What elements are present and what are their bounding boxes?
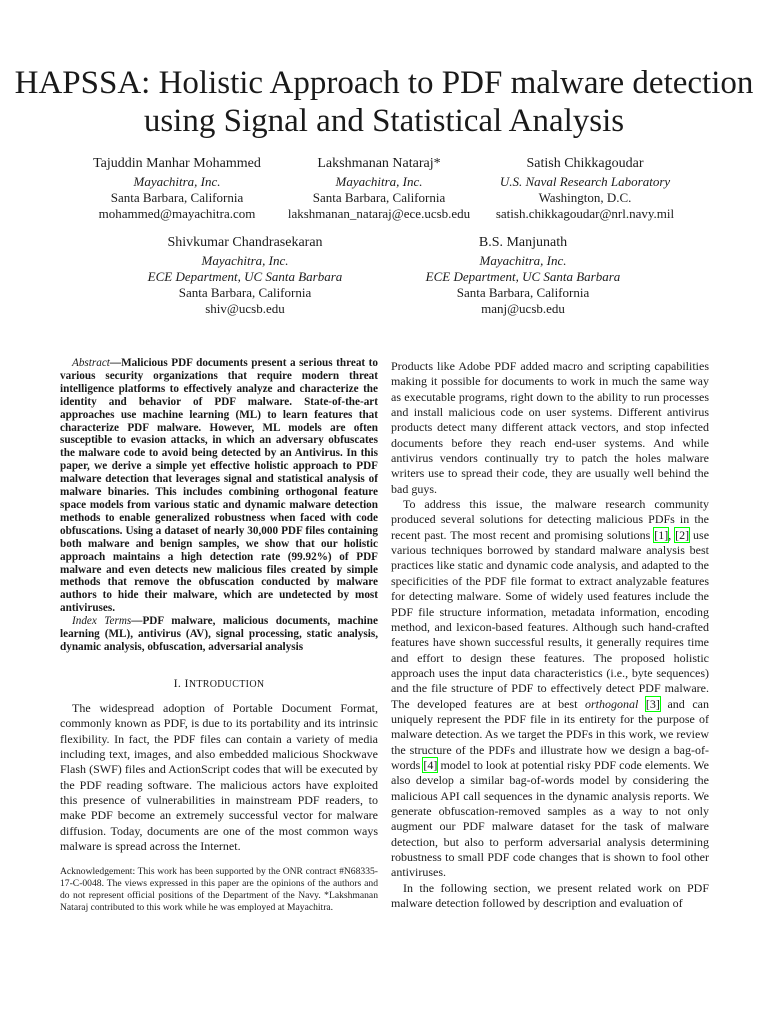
citation-link[interactable]: [3] bbox=[645, 696, 660, 711]
abstract-label: Abstract bbox=[72, 357, 110, 369]
author-affiliation: Mayachitra, Inc. bbox=[133, 174, 221, 189]
abstract-text: —Malicious PDF documents present a serious threat to various security organizations that require modern threat intelligence platforms to effectively analyze and characterize the identity and behavior of PDF malware. State-of-the-art approaches use machine learning (ML) to learn features that characterize PDF malware. However, ML models are often susceptible to evasion attacks, in which an adversary obfuscates the malware code to avoid being detected by an Antivirus. In this paper, we derive a simple yet effective holistic approach to PDF malware detection that leverages signal and statistical analysis of malware binaries. This includes combining orthogonal feature space models from various static and dynamic malware detection methods to enable generalized robustness when faced with code obfuscations. Using a dataset of nearly 30,000 PDF files containing both malware and benign samples, we show that our holistic approach maintains a high detection rate (99.92%) of PDF malware and even detects new malicious files created by simple methods that remove the obfuscation conducted by malware authors to hide their malware, which are undetected by most antiviruses. bbox=[60, 357, 378, 615]
author-5 bbox=[403, 233, 643, 317]
author-affiliation-2: ECE Department, UC Santa Barbara bbox=[425, 269, 621, 284]
author-email: mohammed@mayachitra.com bbox=[98, 206, 256, 221]
citation-link[interactable]: [2] bbox=[675, 527, 690, 542]
text-run: use various techniques borrowed by standard malware analysis best practices like static and dynamic code analysis, and adapted to the specificities of the PDF file format to extract analyzable features for detecting malware. Some of widely used features include the PDF file structure information, metadata information, encoding method, and lexicon-based features. Although such hand-crafted features have shown successful results, it generally requires time and effort to design these features. The proposed holistic approach uses the input data characteristics (i.e., byte sequences) and the file structure of PDF to effectively detect PDF malware. The developed features are at best bbox=[391, 527, 710, 711]
author-email: manj@ucsb.edu bbox=[481, 301, 565, 316]
author-name: Lakshmanan Nataraj* bbox=[317, 156, 441, 171]
author-name: Shivkumar Chandrasekaran bbox=[167, 235, 323, 250]
author-name: Tajuddin Manhar Mohammed bbox=[93, 156, 261, 171]
intro-paragraph bbox=[60, 701, 378, 854]
author-location: Santa Barbara, California bbox=[456, 285, 590, 300]
section-title-initial: I bbox=[184, 676, 189, 690]
abstract bbox=[60, 357, 378, 615]
author-location: Washington, D.C. bbox=[538, 190, 632, 205]
author-location: Santa Barbara, California bbox=[178, 285, 312, 300]
index-terms-text: —PDF malware, malicious documents, machine learning (ML), antivirus (AV), signal processing, static analysis, dynamic analysis, obfuscation, adversarial analysis bbox=[60, 615, 378, 653]
section-heading bbox=[60, 676, 378, 692]
text-run: , bbox=[668, 527, 676, 542]
author-email: lakshmanan_nataraj@ece.ucsb.edu bbox=[287, 206, 471, 221]
author-4 bbox=[125, 233, 365, 317]
index-terms bbox=[60, 615, 378, 654]
intro-text: The widespread adoption of Portable Document Format, commonly known as PDF, is due to its portability and its intrinsic flexibility. In fact, the PDF files can contain a variety of media including text, images, and also embedded malicious Shockwave Flash (SWF) files and ActionScript codes that will be executed by the PDF reading software. The malicious actors have exploited this presence of vulnerabilities in mainstream PDF readers, to make PDF become an extremely successful vector for malware diffusion. Today, documents are one of the most common ways malware is spread across the Internet. bbox=[60, 701, 378, 854]
author-affiliation: Mayachitra, Inc. bbox=[335, 174, 423, 189]
author-location: Santa Barbara, California bbox=[110, 190, 244, 205]
paper-title: HAPSSA: Holistic Approach to PDF malware detection using Signal and Statistical Analysis bbox=[14, 65, 754, 139]
right-column bbox=[391, 359, 709, 911]
text-run: and can uniquely represent the PDF file in its entirety for the purpose of malware detection. As we target the PDFs in this work, we review the structure of the PDFs and illustrate how we design a bag-of-words bbox=[391, 696, 709, 772]
author-email: satish.chikkagoudar@nrl.navy.mil bbox=[495, 206, 675, 221]
section-number: I. bbox=[173, 676, 182, 690]
paragraph-1: Products like Adobe PDF added macro and scripting capabilities making it possible for documents to work in much the same way as executable programs, right down to the ability to run processes and install malicious code on user systems. Different antivirus products detect many different attack vectors, and stop infected documents before they reach end-user systems. And while antivirus vendors continually try to patch the holes malware writers use to spread their code, they are usually well behind the bad guys. bbox=[391, 359, 709, 496]
paragraph-2 bbox=[391, 497, 709, 881]
footnote: Acknowledgement: This work has been supported by the ONR contract #N68335-17-C-0048. The views expressed in this paper are the opinions of the authors and do not represent official positions of the Department of the Navy. *Lakshmanan Nataraj contributed to this work while he was employed at Mayachitra. bbox=[60, 866, 378, 913]
left-column bbox=[60, 357, 378, 654]
author-name: B.S. Manjunath bbox=[478, 235, 568, 250]
author-2 bbox=[259, 154, 499, 222]
author-affiliation: U.S. Naval Research Laboratory bbox=[499, 174, 671, 189]
citation-link[interactable]: [1] bbox=[654, 527, 669, 542]
author-name: Satish Chikkagoudar bbox=[526, 156, 644, 171]
paragraph-3: In the following section, we present related work on PDF malware detection followed by description and evaluation of bbox=[391, 880, 709, 911]
section-title-rest: NTRODUCTION bbox=[188, 679, 265, 690]
text-run: model to look at potential risky PDF code elements. We also develop a similar bag-of-words model by considering the malicious API call sequences in the dynamic analysis reports. We generate obfuscation-removed samples as a way to not only augment our PDF malware dataset for the task of malware detection, but also to perform adversarial analysis determining robustness to small PDF code changes that is shown to fool other antiviruses. bbox=[391, 757, 709, 880]
author-3 bbox=[465, 154, 705, 222]
author-email: shiv@ucsb.edu bbox=[205, 301, 285, 316]
emphasis: orthogonal bbox=[584, 696, 639, 711]
text-run: To address this issue, the malware research community produced several solutions for detecting malicious PDFs in the recent past. The most recent and promising solutions bbox=[391, 497, 709, 542]
author-affiliation-2: ECE Department, UC Santa Barbara bbox=[147, 269, 343, 284]
author-location: Santa Barbara, California bbox=[312, 190, 446, 205]
author-affiliation: Mayachitra, Inc. bbox=[479, 253, 567, 268]
text-run bbox=[638, 697, 646, 711]
index-terms-label: Index Terms bbox=[72, 615, 132, 628]
author-affiliation: Mayachitra, Inc. bbox=[201, 253, 289, 268]
citation-link[interactable]: [4] bbox=[423, 757, 438, 772]
